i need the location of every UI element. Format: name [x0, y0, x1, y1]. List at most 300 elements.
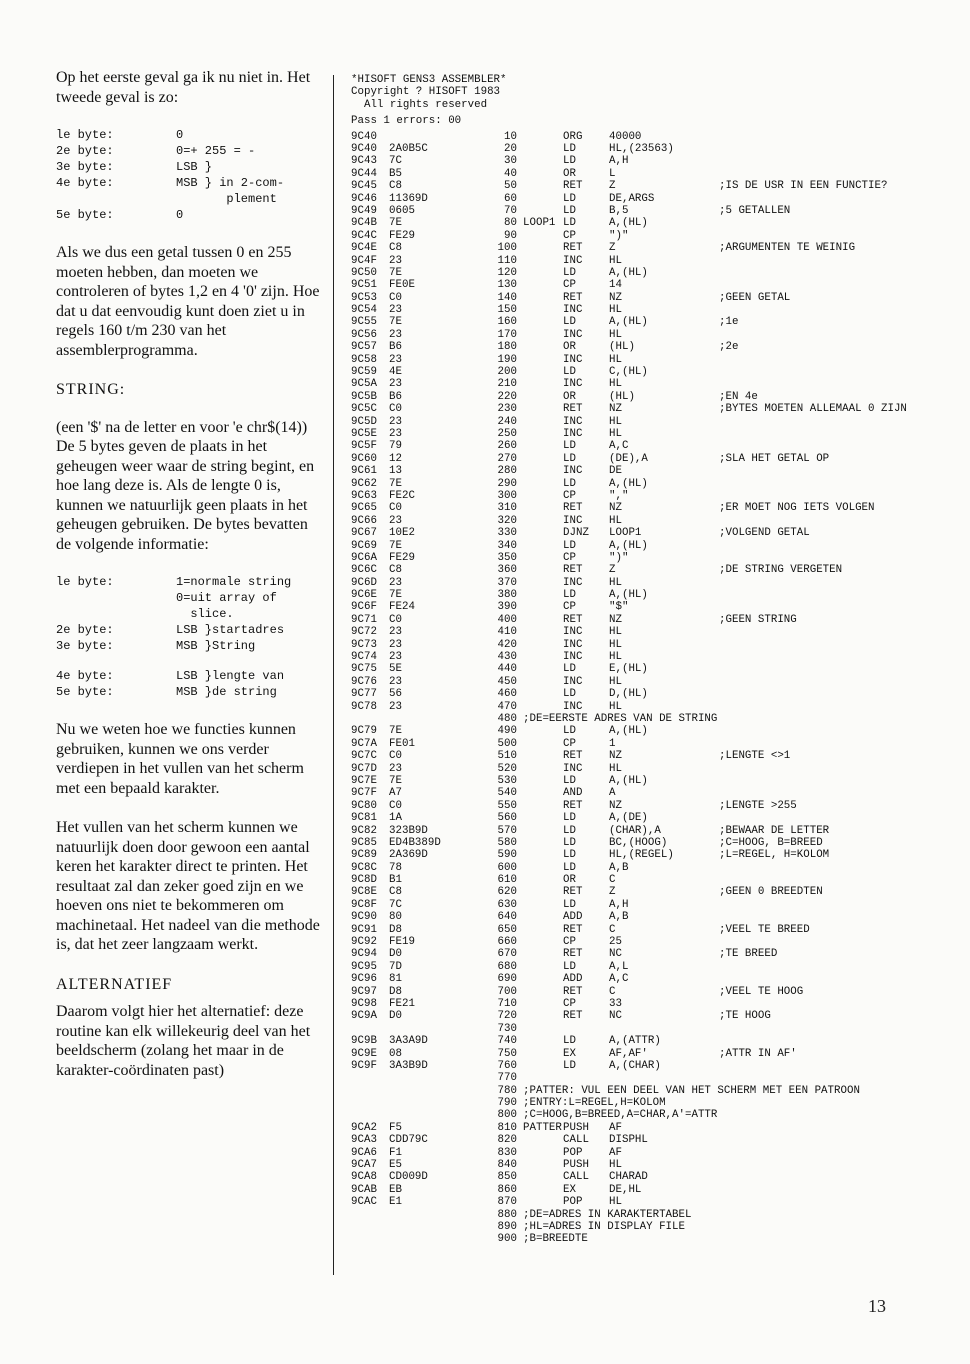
opcode: INC — [563, 638, 583, 651]
label — [523, 341, 563, 353]
operand: A,(HL) — [609, 539, 648, 552]
hex-code: 13 — [389, 465, 402, 478]
opcode: POP — [563, 1146, 583, 1159]
byte-row — [56, 622, 326, 638]
listing-row — [351, 911, 907, 923]
line-number: 390 — [497, 601, 517, 614]
listing-row — [351, 292, 907, 304]
opcode: EX — [563, 1047, 576, 1060]
label — [523, 230, 563, 242]
line-number: 60 — [504, 192, 517, 205]
opcode — [563, 1072, 609, 1084]
label — [523, 564, 563, 576]
hex-code: C8 — [389, 180, 402, 193]
line-number: 610 — [497, 874, 517, 887]
address: 9C57 — [351, 341, 377, 354]
listing-row — [351, 168, 907, 180]
address: 9C7C — [351, 750, 377, 763]
listing-row — [351, 787, 907, 799]
label — [523, 465, 563, 477]
address: 9C77 — [351, 688, 377, 701]
opcode: RET — [563, 613, 583, 626]
line-number: 70 — [504, 204, 517, 217]
address: 9C72 — [351, 626, 377, 639]
opcode: LD — [563, 316, 576, 329]
byte-value: LSB }startadres — [176, 623, 285, 637]
opcode: RET — [563, 985, 583, 998]
line-number: 530 — [497, 774, 517, 787]
hex-code: 7C — [389, 155, 402, 168]
operand: A,C — [609, 973, 629, 986]
hex-code — [389, 1209, 475, 1221]
hex-code: 23 — [389, 651, 402, 664]
hex-code: A7 — [389, 787, 402, 800]
label — [523, 986, 563, 998]
opcode: PUSH — [563, 1121, 589, 1134]
line-number: 130 — [497, 279, 517, 292]
label — [523, 676, 563, 688]
comment: ;EN 4e — [719, 390, 758, 403]
address: 9C91 — [351, 923, 377, 936]
line-number: 650 — [497, 923, 517, 936]
line-number: 420 — [497, 638, 517, 651]
hex-code: 3A3A9D — [389, 1035, 428, 1048]
comment: ;LENGTE >255 — [719, 799, 797, 812]
hex-code: C8 — [389, 242, 402, 255]
line-number: 380 — [497, 589, 517, 602]
address: 9C59 — [351, 366, 377, 379]
comment: ;TE HOOG — [719, 1010, 771, 1023]
address: 9C44 — [351, 167, 377, 180]
address: 9C8E — [351, 886, 377, 899]
label — [523, 1171, 563, 1183]
label — [523, 552, 563, 564]
label — [523, 354, 563, 366]
opcode: LD — [563, 452, 576, 465]
line-number: 720 — [497, 1010, 517, 1023]
operand: HL — [609, 353, 622, 366]
operand: HL — [609, 415, 622, 428]
address: 9C6D — [351, 576, 377, 589]
operand: AF — [609, 1121, 622, 1134]
label — [523, 527, 563, 539]
byte-value: MSB }de string — [176, 685, 277, 699]
operand: HL — [609, 514, 622, 527]
hex-code: 10E2 — [389, 527, 415, 540]
label — [523, 1159, 563, 1171]
label — [523, 961, 563, 973]
hex-code: D0 — [389, 948, 402, 961]
opcode: LD — [563, 217, 576, 230]
hex-code: B5 — [389, 167, 402, 180]
comment: ;GEEN GETAL — [719, 291, 791, 304]
column-divider — [333, 75, 334, 1275]
address: 9C8D — [351, 874, 377, 887]
hex-code — [389, 1097, 475, 1109]
operand: NC — [609, 1010, 622, 1023]
byte-row — [56, 207, 326, 223]
comment: ;ENTRY:L=REGEL,H=KOLOM — [523, 1097, 666, 1110]
address — [351, 1085, 389, 1097]
label — [523, 948, 563, 960]
address: 9C6C — [351, 564, 377, 577]
hex-code: 23 — [389, 415, 402, 428]
opcode: INC — [563, 353, 583, 366]
label — [523, 428, 563, 440]
address: 9C50 — [351, 266, 377, 279]
line-number: 220 — [497, 390, 517, 403]
operand: HL — [609, 254, 622, 267]
spacer — [56, 654, 326, 668]
opcode: LD — [563, 266, 576, 279]
listing-row — [351, 490, 907, 502]
operand: HL — [609, 428, 622, 440]
operand: (HL) — [609, 390, 635, 403]
hex-code: 7E — [389, 589, 402, 602]
comment: ;DE=ADRES IN KARAKTERTABEL — [523, 1208, 692, 1221]
paragraph-alternatief: Daarom volgt hier het alternatief: deze routine kan elk willekeurig deel van het beeldscherm (zolang het maar in de karakter-coördinaten past) — [56, 1003, 311, 1079]
listing-row — [351, 713, 907, 725]
listing-row — [351, 515, 907, 527]
address: 9C67 — [351, 527, 377, 540]
hex-code: B6 — [389, 341, 402, 354]
listing-header-1: *HISOFT GENS3 ASSEMBLER* — [351, 74, 507, 86]
opcode: CP — [563, 936, 576, 949]
comment: ;5 GETALLEN — [719, 204, 791, 217]
comment: ;LENGTE <>1 — [719, 750, 791, 763]
label: PATTER — [523, 1121, 562, 1134]
opcode: ORG — [563, 130, 583, 143]
hex-code: FE21 — [389, 997, 415, 1010]
hex-code: FE19 — [389, 936, 415, 949]
hex-code: FE29 — [389, 551, 415, 564]
line-number: 290 — [497, 477, 517, 490]
operand: HL — [609, 1159, 622, 1172]
hex-code: B1 — [389, 874, 402, 887]
address: 9C9A — [351, 1010, 377, 1023]
label — [523, 502, 563, 514]
opcode: CALL — [563, 1171, 589, 1184]
opcode: LD — [563, 725, 576, 738]
byte-label: le byte: — [56, 575, 114, 589]
hex-code: 2A369D — [389, 849, 428, 862]
comment: ;BYTES MOETEN ALLEMAAL 0 ZIJN — [719, 403, 907, 416]
label — [523, 973, 563, 985]
line-number: 270 — [497, 452, 517, 465]
hex-code: 4E — [389, 366, 402, 379]
opcode — [563, 1023, 609, 1035]
opcode: CP — [563, 551, 576, 564]
byte-label: 5e byte: — [56, 685, 114, 699]
operand: 14 — [609, 279, 622, 292]
line-number: 730 — [497, 1022, 517, 1035]
address — [351, 1097, 389, 1109]
line-number: 780 — [497, 1084, 517, 1097]
hex-code — [389, 131, 475, 143]
opcode: CALL — [563, 1134, 589, 1147]
line-number: 30 — [504, 155, 517, 168]
label — [523, 639, 563, 651]
byte-row — [56, 159, 326, 175]
address — [351, 713, 389, 725]
address: 9C82 — [351, 824, 377, 837]
label — [523, 601, 563, 613]
byte-value: LSB }lengte van — [176, 669, 285, 683]
label — [523, 589, 563, 601]
byte-label: 2e byte: — [56, 623, 114, 637]
line-number: 690 — [497, 973, 517, 986]
opcode: ADD — [563, 911, 583, 924]
label — [523, 168, 563, 180]
label — [523, 812, 563, 824]
label — [523, 1184, 563, 1196]
listing-row — [351, 688, 907, 700]
address: 9C85 — [351, 836, 377, 849]
opcode: LD — [563, 663, 576, 676]
label — [523, 205, 563, 217]
hex-code: CDD79C — [389, 1134, 428, 1147]
listing-row — [351, 614, 907, 626]
operand: C — [609, 985, 616, 998]
hex-code: FE2C — [389, 489, 415, 502]
line-number: 880 — [497, 1208, 517, 1221]
line-number: 40 — [504, 167, 517, 180]
opcode: CP — [563, 997, 576, 1010]
line-number: 350 — [497, 551, 517, 564]
operand: HL,(23563) — [609, 143, 674, 156]
listing-row — [351, 998, 907, 1010]
listing-row — [351, 899, 907, 911]
label — [523, 750, 563, 762]
hex-code: 23 — [389, 762, 402, 775]
listing-row — [351, 1134, 907, 1146]
listing-row — [351, 217, 907, 229]
address: 9C6F — [351, 601, 377, 614]
label — [523, 316, 563, 328]
hex-code: 23 — [389, 304, 402, 317]
hex-code: C0 — [389, 799, 402, 812]
byte-row — [56, 127, 326, 143]
address: 9CA3 — [351, 1134, 377, 1147]
address — [351, 1221, 389, 1233]
label — [523, 626, 563, 638]
opcode: AND — [563, 787, 583, 800]
opcode: INC — [563, 675, 583, 688]
hex-code: 80 — [389, 911, 402, 924]
address: 9C4F — [351, 254, 377, 267]
address: 9C6A — [351, 551, 377, 564]
line-number: 120 — [497, 266, 517, 279]
opcode: RET — [563, 180, 583, 193]
operand: NZ — [609, 799, 622, 812]
opcode: OR — [563, 390, 576, 403]
hex-code: 78 — [389, 861, 402, 874]
address — [351, 1233, 389, 1245]
listing-row — [351, 478, 907, 490]
opcode: CP — [563, 737, 576, 750]
byte-label: le byte: — [56, 128, 114, 142]
address: 9C65 — [351, 502, 377, 515]
opcode: LD — [563, 861, 576, 874]
label — [523, 663, 563, 675]
opcode: CP — [563, 601, 576, 614]
byte-value: 0=+ 255 = - — [176, 144, 256, 158]
comment: ;ARGUMENTEN TE WEINIG — [719, 242, 856, 255]
address: 9C51 — [351, 279, 377, 292]
listing-row — [351, 763, 907, 775]
listing-row — [351, 180, 907, 192]
operand — [609, 1023, 719, 1035]
listing-row — [351, 639, 907, 651]
line-number: 20 — [504, 143, 517, 156]
operand: NC — [609, 948, 622, 961]
operand — [609, 1072, 719, 1084]
listing-row — [351, 131, 907, 143]
byte-table-string — [56, 574, 326, 700]
operand: Z — [609, 242, 616, 255]
label — [523, 651, 563, 663]
operand: E,(HL) — [609, 663, 648, 676]
listing-row — [351, 329, 907, 341]
operand: 40000 — [609, 130, 642, 143]
listing-row — [351, 1097, 907, 1109]
listing-row — [351, 837, 907, 849]
hex-code: C0 — [389, 750, 402, 763]
address: 9C73 — [351, 638, 377, 651]
opcode: INC — [563, 465, 583, 478]
hex-code — [389, 1233, 475, 1245]
operand: A — [609, 787, 616, 800]
label — [523, 886, 563, 898]
byte-row — [56, 574, 326, 622]
label — [523, 515, 563, 527]
label — [523, 862, 563, 874]
hex-code: 323B9D — [389, 824, 428, 837]
address — [351, 1109, 389, 1121]
listing-row — [351, 812, 907, 824]
opcode: RET — [563, 799, 583, 812]
hex-code: 23 — [389, 378, 402, 391]
label — [523, 1023, 563, 1035]
operand: D,(HL) — [609, 688, 648, 701]
operand: (DE),A — [609, 452, 648, 465]
address: 9C69 — [351, 539, 377, 552]
line-number: 430 — [497, 651, 517, 664]
byte-row — [56, 684, 326, 700]
opcode: LD — [563, 812, 576, 825]
hex-code: FE29 — [389, 229, 415, 242]
listing-row — [351, 1184, 907, 1196]
listing-row — [351, 341, 907, 353]
hex-code: 12 — [389, 452, 402, 465]
listing-row — [351, 1048, 907, 1060]
opcode: RET — [563, 502, 583, 515]
label — [523, 143, 563, 155]
hex-code: 23 — [389, 576, 402, 589]
label — [523, 1010, 563, 1022]
operand: ")" — [609, 551, 629, 564]
hex-code: 7E — [389, 774, 402, 787]
operand: C,(HL) — [609, 366, 648, 379]
opcode: LD — [563, 824, 576, 837]
assembler-listing — [351, 74, 907, 1246]
label — [523, 1048, 563, 1060]
operand: "$" — [609, 601, 629, 614]
line-number: 480 — [497, 712, 517, 725]
line-number: 50 — [504, 180, 517, 193]
operand: HL — [609, 651, 622, 664]
opcode: INC — [563, 700, 583, 713]
hex-code: 7E — [389, 266, 402, 279]
hex-code: 81 — [389, 973, 402, 986]
opcode: DJNZ — [563, 527, 589, 540]
operand: "," — [609, 489, 629, 502]
operand: AF,AF' — [609, 1047, 648, 1060]
address: 9C6E — [351, 589, 377, 602]
label — [523, 329, 563, 341]
line-number: 620 — [497, 886, 517, 899]
listing-row — [351, 973, 907, 985]
label — [523, 1147, 563, 1159]
opcode: RET — [563, 242, 583, 255]
label — [523, 378, 563, 390]
comment: ;SLA HET GETAL OP — [719, 452, 830, 465]
line-number: 760 — [497, 1059, 517, 1072]
address: 9C49 — [351, 204, 377, 217]
opcode: INC — [563, 514, 583, 527]
line-number: 510 — [497, 750, 517, 763]
label — [523, 924, 563, 936]
listing-row — [351, 1122, 907, 1134]
hex-code: FE24 — [389, 601, 415, 614]
label — [523, 577, 563, 589]
byte-label: 4e byte: — [56, 669, 114, 683]
listing-row — [351, 416, 907, 428]
address: 9C62 — [351, 477, 377, 490]
line-number: 320 — [497, 514, 517, 527]
address: 9C66 — [351, 514, 377, 527]
hex-code: E5 — [389, 1159, 402, 1172]
line-number: 80 — [504, 217, 517, 230]
label — [523, 292, 563, 304]
comment: ;PATTER: VUL EEN DEEL VAN HET SCHERM MET EEN PATROON — [523, 1084, 860, 1097]
line-number: 500 — [497, 737, 517, 750]
intro-paragraph: Op het eerste geval ga ik nu niet in. Het tweede geval is zo: — [56, 69, 311, 106]
operand: DISPHL — [609, 1134, 648, 1147]
comment: ;BEWAAR DE LETTER — [719, 824, 830, 837]
opcode: RET — [563, 1010, 583, 1023]
line-number: 300 — [497, 489, 517, 502]
operand: A,(HL) — [609, 774, 648, 787]
operand: A,B — [609, 911, 629, 924]
hex-code — [389, 1023, 475, 1035]
line-number: 280 — [497, 465, 517, 478]
byte-row — [56, 638, 326, 654]
label — [523, 391, 563, 403]
listing-row — [351, 577, 907, 589]
address: 9C92 — [351, 936, 377, 949]
listing-row — [351, 924, 907, 936]
listing-header-2: Copyright ? HISOFT 1983 — [351, 86, 501, 99]
label — [523, 825, 563, 837]
line-number: 340 — [497, 539, 517, 552]
hex-code: 23 — [389, 428, 402, 440]
opcode: INC — [563, 304, 583, 317]
address: 9CAC — [351, 1196, 377, 1209]
line-number: 800 — [497, 1109, 517, 1122]
line-number: 590 — [497, 849, 517, 862]
comment: ;ER MOET NOG IETS VOLGEN — [719, 502, 875, 515]
